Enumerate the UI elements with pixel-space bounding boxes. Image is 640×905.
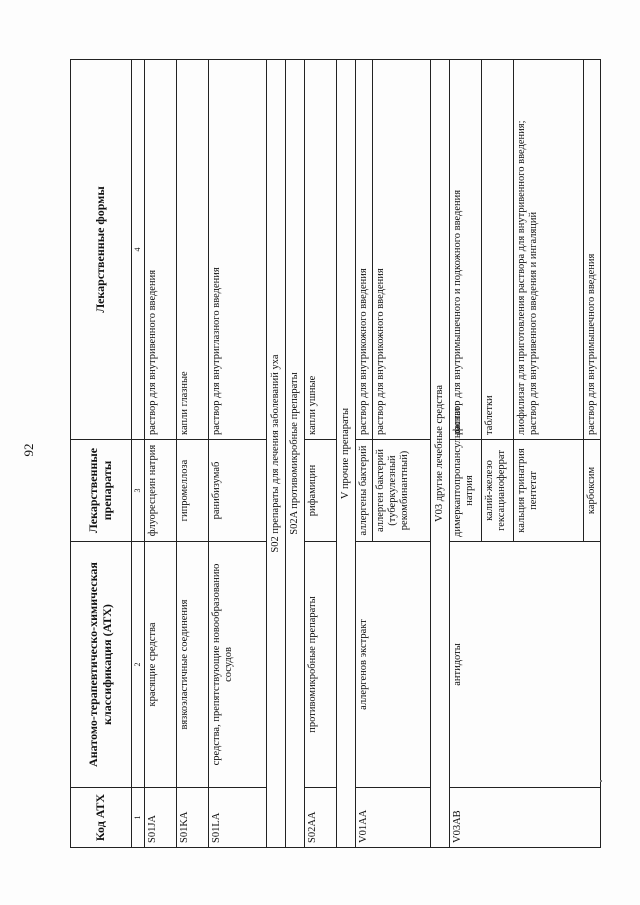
drug-name: карбоксим xyxy=(584,440,601,542)
header-drugs: Лекарственные препараты xyxy=(71,440,132,542)
drug-name: кальция тринатрия пентетат xyxy=(514,440,584,542)
atc-code: S01JA xyxy=(145,788,177,848)
table-row xyxy=(145,60,177,848)
drug-table xyxy=(70,59,601,848)
scan-speck xyxy=(600,780,602,782)
atc-code: V03AB xyxy=(450,788,601,848)
dosage-form: раствор для внутриглазного введения xyxy=(209,60,267,440)
rotated-table-container xyxy=(70,60,598,848)
table-row xyxy=(356,60,373,848)
atc-code: S01KA xyxy=(177,788,209,848)
atc-group: средства, препятствующие новообразованию сосудов xyxy=(209,542,267,788)
drug-name: гипромеллоза xyxy=(177,440,209,542)
drug-name: калий-железо гексацианоферрат xyxy=(482,440,514,542)
section-row xyxy=(267,60,286,848)
atc-code: S02AA xyxy=(305,788,337,848)
column-number: 1 xyxy=(132,788,145,848)
dosage-form: раствор для внутривенного введения xyxy=(145,60,177,440)
dosage-form: раствор для внутримышечного введения xyxy=(584,60,601,440)
atc-group: красящие средства xyxy=(145,542,177,788)
drug-name: аллерген бактерий (туберкулезный рекомбинантный) xyxy=(373,440,431,542)
page-number: 92 xyxy=(21,443,36,457)
section-title: V03 другие лечебные средства xyxy=(431,60,450,848)
section-title: S02A противомикробные препараты xyxy=(286,60,305,848)
column-number: 4 xyxy=(132,60,145,440)
section-row xyxy=(431,60,450,848)
dosage-form: капли ушные xyxy=(305,60,337,440)
drug-name: аллергены бактерий xyxy=(356,440,373,542)
drug-name: ранибизумаб xyxy=(209,440,267,542)
atc-group: антидоты xyxy=(450,542,601,788)
atc-group: аллергенов экстракт xyxy=(356,542,431,788)
column-number-row xyxy=(132,60,145,848)
header-forms: Лекарственные формы xyxy=(71,60,132,440)
drug-name: димеркаптопропансульфонат натрия xyxy=(450,440,482,542)
section-title: S02 препараты для лечения заболеваний уха xyxy=(267,60,286,848)
section-row xyxy=(337,60,356,848)
section-title: V прочие препараты xyxy=(337,60,356,848)
atc-code: S01LA xyxy=(209,788,267,848)
table-row xyxy=(209,60,267,848)
dosage-form: капли глазные xyxy=(177,60,209,440)
column-number: 3 xyxy=(132,440,145,542)
dosage-form: раствор для внутрикожного введения xyxy=(373,60,431,440)
table-header-row xyxy=(71,60,132,848)
dosage-form: раствор для внутрикожного введения xyxy=(356,60,373,440)
atc-group: вязкоэластичные соединения xyxy=(177,542,209,788)
header-code: Код АТХ xyxy=(71,788,132,848)
dosage-form: раствор для внутримышечного и подкожного введения xyxy=(450,60,482,440)
atc-group: противомикробные препараты xyxy=(305,542,337,788)
drug-name: флуоресцеин натрия xyxy=(145,440,177,542)
atc-code: V01AA xyxy=(356,788,431,848)
column-number: 2 xyxy=(132,542,145,788)
dosage-form-line: раствор для внутривенного введения и ингаляций xyxy=(528,211,540,435)
drug-name: рифамицин xyxy=(305,440,337,542)
section-row xyxy=(286,60,305,848)
header-atc: Анатомо-терапевтическо-химическая классификация (АТХ) xyxy=(71,542,132,788)
dosage-form: таблетки xyxy=(482,60,514,440)
table-row xyxy=(177,60,209,848)
dosage-form-line: лиофилизат для приготовления раствора для внутривенного введения; xyxy=(516,120,528,435)
table-row xyxy=(450,60,482,848)
dosage-form xyxy=(514,60,584,440)
table-row xyxy=(305,60,337,848)
